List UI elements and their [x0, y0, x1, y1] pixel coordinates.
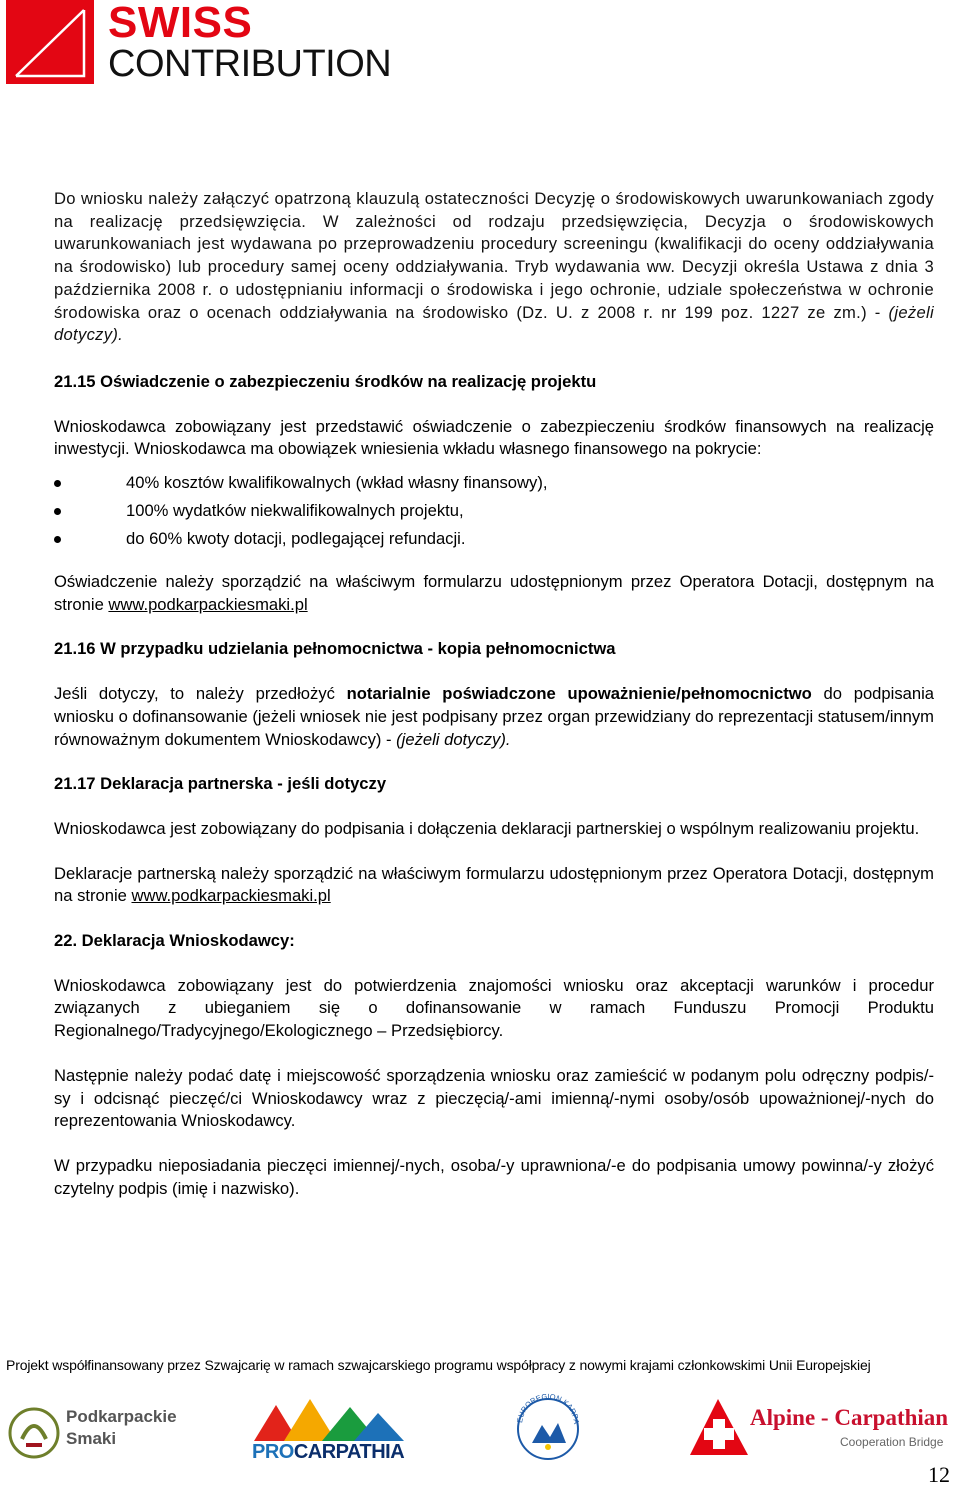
alpine-carpathian-text: Alpine - Carpathian [750, 1405, 949, 1430]
s22-paragraph-2: Następnie należy podać datę i miejscowość sporządzenia wniosku oraz zamieścić w podanym polu odręczny podpis/-sy i odcisnąć pieczęć/ci Wnioskodawcy wraz z pieczęcią/-ami imienną/-nymi osoby/osób upoważnionej/-nych do reprezentowania Wnioskodawcy. [54, 1065, 934, 1131]
list-item-text: do 60% kwoty dotacji, podlegającej refundacji. [126, 529, 466, 549]
footer-logos [0, 1385, 960, 1475]
podkarpackie-smaki-logo [8, 1403, 178, 1463]
intro-italic: (jeżeli dotyczy). [54, 302, 934, 345]
section-heading-21-15: 21.15 Oświadczenie o zabezpieczeniu środków na realizację projektu [54, 371, 597, 391]
carpathia-text: CARPATHIA [293, 1441, 405, 1463]
podkarpackie-text: Podkarpackie [66, 1407, 177, 1426]
s2116-paragraph [54, 683, 934, 751]
footer-cofinancing-note: Projekt współfinansowany przez Szwajcarię w ramach szwajcarskiego programu współpracy z nowymi krajami członkowskimi Unii Europejskiej [6, 1357, 871, 1373]
podkarpackiesmaki-link[interactable]: www.podkarpackiesmaki.pl [131, 886, 331, 906]
s2117-paragraph-2 [54, 863, 934, 908]
s2117-paragraph-2-text: Deklaracje partnerską należy sporządzić na właściwym formularzu udostępnionym przez Operatora Dotacji, dostępnym na stronie [54, 863, 934, 906]
s2116-text-b: do podpisania wniosku o dofinansowanie (jeżeli wniosek nie jest podpisany przez organ przewidziany do reprezentacji statusem/innym równoważnym dokumentem Wnioskodawcy) - [54, 684, 934, 749]
procarpathia-wordmark [252, 1441, 404, 1464]
pro-text: PRO [252, 1441, 294, 1463]
euroregion-text: EUROREGION KARPA [515, 1391, 582, 1425]
cooperation-bridge-text: Cooperation Bridge [840, 1435, 944, 1449]
s22-paragraph-3: W przypadku nieposiadania pieczęci imiennej/-nych, osoba/-y uprawniona/-e do podpisania umowy powinna/-y złożyć czytelny podpis (imię i nazwisko). [54, 1155, 934, 1198]
smaki-text: Smaki [66, 1429, 117, 1448]
list-item [54, 469, 934, 497]
logo-subtitle: CONTRIBUTION [108, 43, 392, 85]
section-heading-21-16: 21.16 W przypadku udzielania pełnomocnictwa - kopia pełnomocnictwa [54, 639, 616, 659]
mountains-icon [254, 1397, 404, 1441]
swiss-cross-mountain-icon [690, 1399, 748, 1455]
s2115-paragraph-2 [54, 571, 934, 616]
page-number: 12 [928, 1462, 950, 1487]
list-item [54, 525, 934, 553]
procarpathia-logo [252, 1397, 412, 1465]
s2115-paragraph-2-text: Oświadczenie należy sporządzić na właściwym formularzu udostępnionym przez Operatora Dotacji, dostępnym na stronie [54, 572, 934, 614]
swiss-contribution-logo [6, 0, 391, 84]
s22-paragraph-1: Wnioskodawca zobowiązany jest do potwierdzenia znajomości wniosku oraz akceptacji warunków i procedur związanych z ubieganiem się o dofinansowanie w ramach Funduszu Promocji Produktu Regionalnego/Tradycyjnego/Ekologicznego – Przedsiębiorcy. [54, 975, 934, 1041]
podkarpackie-smaki-emblem-icon [8, 1403, 60, 1461]
euroregion-emblem-icon [512, 1385, 584, 1473]
alpine-carpathian-logo [690, 1399, 958, 1459]
bullet-icon [54, 536, 61, 543]
document-body [54, 188, 934, 1200]
bullet-icon [54, 508, 61, 515]
list-item [54, 497, 934, 525]
section-heading-21-17: 21.17 Deklaracja partnerska - jeśli dotyczy [54, 774, 387, 794]
s2116-text-a: Jeśli dotyczy, to należy przedłożyć [54, 684, 347, 704]
list-item-text: 40% kosztów kwalifikowalnych (wkład własny finansowy), [126, 473, 548, 493]
logo-title: SWISS [108, 0, 253, 47]
podkarpackiesmaki-link[interactable]: www.podkarpackiesmaki.pl [108, 594, 308, 614]
section-heading-22: 22. Deklaracja Wnioskodawcy: [54, 931, 295, 951]
euroregion-karpacki-logo [512, 1385, 584, 1475]
s2117-paragraph-1: Wnioskodawca jest zobowiązany do podpisania i dołączenia deklaracji partnerskiej o wspólnym realizowaniu projektu. [54, 818, 920, 838]
bullet-icon [54, 480, 61, 487]
swiss-flag-icon [6, 0, 94, 84]
s2115-bullet-list [54, 469, 934, 553]
intro-paragraph [54, 188, 934, 347]
s2116-italic: (jeżeli dotyczy). [396, 729, 511, 749]
s2116-bold-text: notarialnie poświadczone upoważnienie/pełnomocnictwo [346, 684, 812, 704]
list-item-text: 100% wydatków niekwalifikowalnych projektu, [126, 501, 464, 521]
intro-text: Do wniosku należy załączyć opatrzoną klauzulą ostateczności Decyzję o środowiskowych uwarunkowaniach zgody na realizację przedsięwzięcia. W zależności od rodzaju przedsięwzięcia, Decyzja o środowiskowych uwarunkowaniach jest wydawana po przeprowadzeniu procedury screeningu (kwalifikacji do oceny oddziaływania na środowisko) lub procedury samej oceny oddziaływania. Tryb wydawania ww. Decyzji określa Ustawa z dnia 3 października 2008 r. o udostępnianiu informacji o środowiska i jego ochronie, udziale społeczeństwa w ochronie środowiska oraz o ocenach oddziaływania na środowisko (Dz. U. z 2008 r. nr 199 poz. 1227 ze zm.) - [54, 189, 934, 322]
s2115-paragraph-1: Wnioskodawca zobowiązany jest przedstawić oświadczenie o zabezpieczeniu środków finansowych na realizację inwestycji. Wnioskodawca ma obowiązek wniesienia wkładu własnego finansowego na pokrycie: [54, 416, 934, 459]
